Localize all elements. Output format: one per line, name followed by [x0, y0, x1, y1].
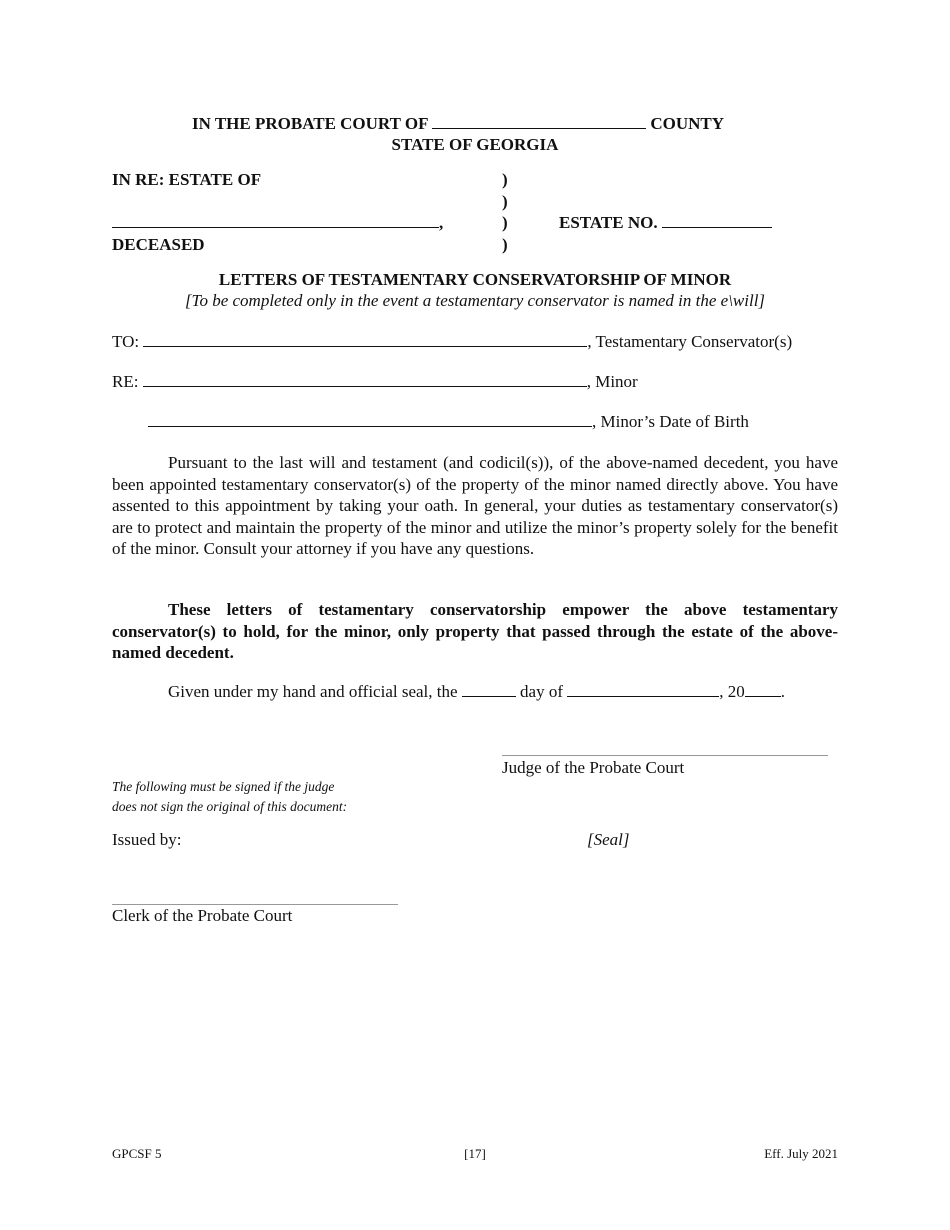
county-blank[interactable] [432, 114, 646, 129]
court-prefix: IN THE PROBATE COURT OF [192, 114, 428, 133]
to-suffix: , Testamentary Conservator(s) [587, 332, 793, 351]
clerk-label: Clerk of the Probate Court [112, 906, 293, 925]
document-title: LETTERS OF TESTAMENTARY CONSERVATORSHIP OF MINOR [218, 270, 732, 289]
seal-label: [Seal] [587, 830, 630, 849]
court-heading [192, 114, 724, 134]
given-text-3: , 20 [719, 682, 745, 701]
to-field [112, 332, 792, 352]
to-label: TO: [112, 332, 140, 351]
estate-no-label: ESTATE NO. [559, 213, 658, 232]
body-paragraph-2: These letters of testamentary conservatorship empower the above testamentary conservator(s) to hold, for the minor, only property that passed through the estate of the above-named decedent. [112, 600, 838, 662]
given-text-2: day of [520, 682, 564, 701]
minor-name-blank[interactable] [143, 372, 587, 387]
clerk-signature-line[interactable] [112, 888, 398, 905]
deceased-label: DECEASED [112, 235, 205, 254]
caption-comma: , [439, 213, 444, 232]
footer-effective-date: Eff. July 2021 [764, 1146, 838, 1161]
day-blank[interactable] [462, 682, 516, 697]
estate-name-line [112, 213, 443, 233]
caption-paren: ) [502, 192, 508, 211]
court-suffix: COUNTY [650, 114, 725, 133]
document-subtitle: [To be completed only in the event a testamentary conservator is named in the e\will] [184, 291, 766, 310]
judge-label: Judge of the Probate Court [502, 758, 685, 777]
estate-no-line [559, 213, 772, 233]
judge-signature-line[interactable] [502, 739, 828, 756]
caption-paren: ) [502, 170, 508, 189]
dob-field [148, 412, 749, 432]
footer-form-id: GPCSF 5 [112, 1146, 162, 1161]
year-blank[interactable] [745, 682, 781, 697]
dob-suffix: , Minor’s Date of Birth [592, 412, 749, 431]
state-heading: STATE OF GEORGIA [391, 135, 559, 154]
decedent-name-blank[interactable] [112, 213, 439, 228]
minor-dob-blank[interactable] [148, 412, 592, 427]
in-re-label: IN RE: ESTATE OF [112, 170, 262, 189]
note-line-1: The following must be signed if the judge [112, 779, 335, 794]
issued-by-label: Issued by: [112, 830, 182, 849]
note-line-2: does not sign the original of this document: [112, 799, 348, 814]
re-suffix: , Minor [586, 372, 638, 391]
estate-no-blank[interactable] [662, 213, 772, 228]
month-blank[interactable] [567, 682, 719, 697]
given-text-4: . [780, 682, 786, 701]
body-paragraph-1: Pursuant to the last will and testament (and codicil(s)), of the above-named decedent, you have been appointed testamentary conservator(s) of the property of the minor named directly above. You have assented to this appointment by taking your oath. In general, your duties as testamentary conservator(s) are to protect and maintain the property of the minor and utilize the minor’s property solely for the benefit of the minor. Consult your attorney if you have any questions. [112, 453, 838, 558]
re-label: RE: [112, 372, 139, 391]
caption-paren: ) [502, 213, 508, 232]
given-line [168, 682, 785, 702]
caption-paren: ) [502, 235, 508, 254]
conservator-name-blank[interactable] [143, 332, 587, 347]
footer-page-number: [17] [464, 1146, 486, 1161]
re-field [112, 372, 638, 392]
given-text-1: Given under my hand and official seal, the [168, 682, 458, 701]
